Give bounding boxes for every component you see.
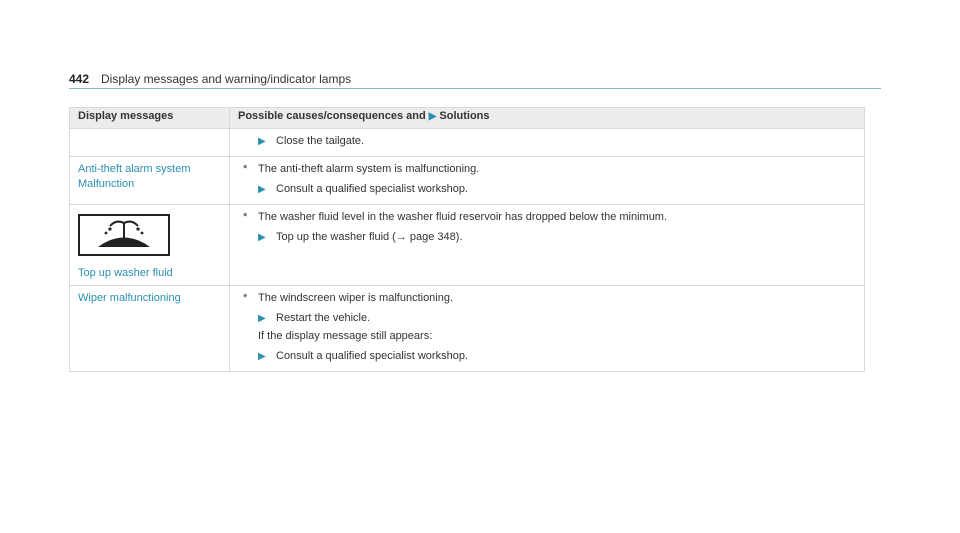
cause-text: The anti-theft alarm system is malfunctioning.: [258, 163, 480, 175]
message-line: Wiper malfunctioning: [78, 292, 181, 304]
action-step: [238, 182, 856, 197]
message-line: Malfunction: [78, 178, 135, 190]
action-text: Restart the vehicle.: [276, 312, 371, 324]
play-triangle-icon: ▶: [428, 111, 437, 122]
message-cell: [70, 286, 230, 372]
action-step: [238, 311, 856, 326]
action-step: [238, 230, 856, 245]
cause-text: The washer fluid level in the washer fluid reservoir has dropped below the minimum.: [258, 211, 668, 223]
message-line: Top up washer fluid: [78, 267, 173, 279]
action-step: [238, 349, 856, 364]
action-text: Consult a qualified specialist workshop.: [276, 350, 468, 362]
solution-cell: [230, 205, 865, 286]
note-text: If the display message still appears:: [258, 330, 433, 342]
table-row: [70, 129, 865, 157]
action-step: [238, 134, 856, 149]
washer-fluid-icon: [78, 214, 170, 256]
page-title: Display messages and warning/indicator lamps: [101, 72, 352, 86]
col-header-causes-label: Possible causes/consequences and: [238, 110, 426, 122]
page-header: [69, 71, 881, 89]
solution-cell: [230, 129, 865, 157]
table-row: [70, 286, 865, 372]
cause-line: [238, 162, 856, 177]
solution-cell: [230, 157, 865, 205]
play-triangle-icon: ▶: [258, 313, 266, 324]
message-cell: [70, 157, 230, 205]
page-number: 442: [69, 72, 90, 86]
display-messages-table: [69, 107, 865, 372]
solution-cell: [230, 286, 865, 372]
cause-text: The windscreen wiper is malfunctioning.: [258, 292, 454, 304]
asterisk-icon: *: [243, 292, 248, 304]
play-triangle-icon: ▶: [258, 184, 266, 195]
col-header-solutions-label: Solutions: [439, 110, 490, 122]
col-header-display-messages: Display messages: [70, 108, 230, 129]
col-header-causes-solutions: [230, 108, 865, 129]
play-triangle-icon: ▶: [258, 351, 266, 362]
spacer: [238, 248, 856, 278]
action-text: Consult a qualified specialist workshop.: [276, 183, 468, 195]
message-cell: [70, 205, 230, 286]
table-row: [70, 205, 865, 286]
message-cell: [70, 129, 230, 157]
asterisk-icon: *: [243, 163, 248, 175]
asterisk-icon: *: [243, 211, 248, 223]
play-triangle-icon: ▶: [258, 136, 266, 147]
table-header-row: [70, 108, 865, 129]
action-text: Close the tailgate.: [276, 135, 365, 147]
action-text: Top up the washer fluid (→ page 348).: [276, 231, 463, 243]
cause-line: [238, 291, 856, 306]
play-triangle-icon: ▶: [258, 232, 266, 243]
message-line: Anti-theft alarm system: [78, 163, 191, 175]
cause-line: [238, 210, 856, 225]
table-row: [70, 157, 865, 205]
